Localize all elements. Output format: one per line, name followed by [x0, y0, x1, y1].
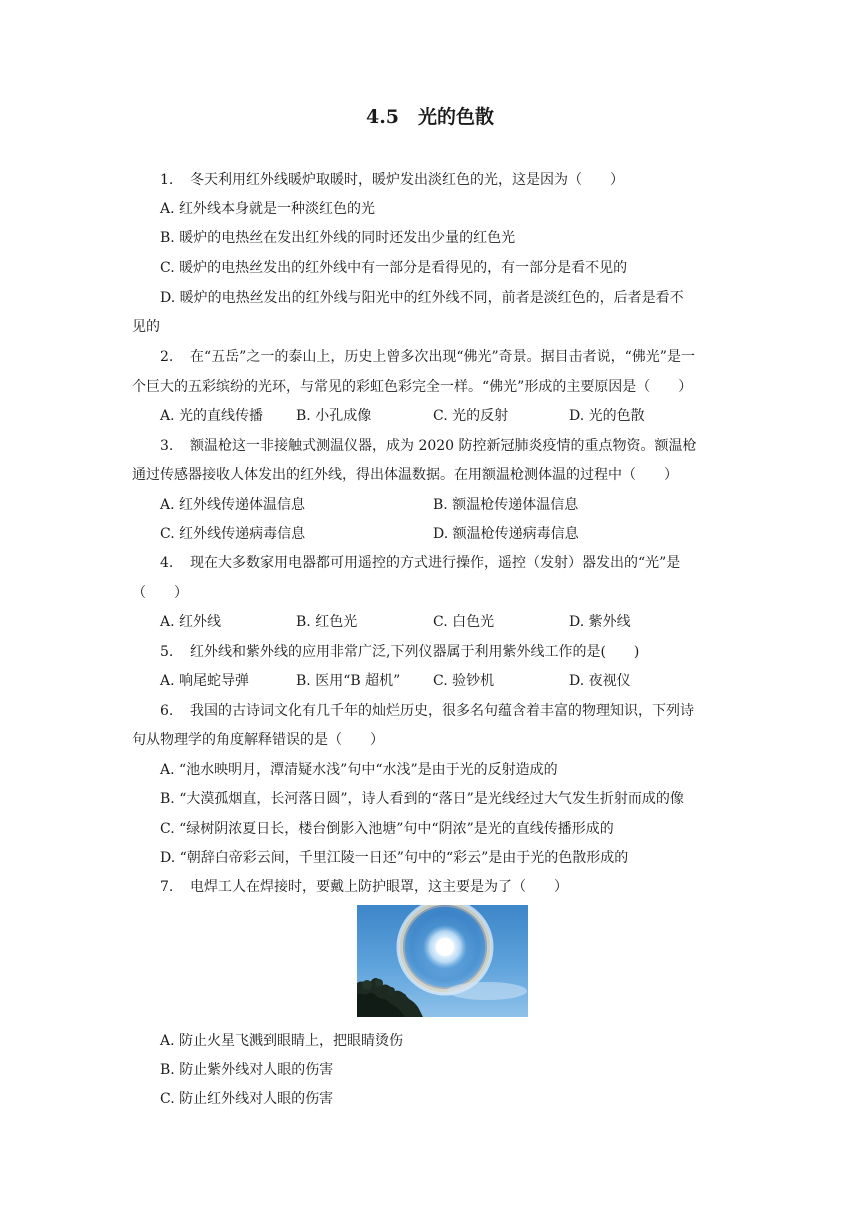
question-3-stem — [160, 436, 760, 456]
question-text: 冬天利用红外线暖炉取暖时，暖炉发出淡红色的光，这是因为（ ） — [190, 172, 624, 188]
q4-option-d: D. 紫外线 — [569, 614, 631, 630]
question-number: 6. — [160, 703, 174, 719]
q1-option-c: C. 暖炉的电热丝发出的红外线中有一部分是看得见的，有一部分是看不见的 — [160, 260, 628, 276]
q6-option-d: D. “朝辞白帝彩云间，千里江陵一日还”句中的“彩云”是由于光的色散形成的 — [160, 850, 629, 866]
q4-option-c: C. 白色光 — [433, 614, 495, 630]
question-7-stem — [160, 877, 760, 897]
question-4-stem — [160, 553, 760, 573]
question-6-stem — [160, 701, 760, 721]
question-number: 4. — [160, 555, 174, 571]
question-3-stem-continuation: 通过传感器接收人体发出的红外线，得出体温数据。在用额温枪测体温的过程中（ ） — [132, 467, 678, 483]
q3-option-b: B. 额温枪传递体温信息 — [433, 497, 579, 513]
q5-option-b: B. 医用“B 超机” — [296, 673, 401, 689]
question-text: 我国的古诗词文化有几千年的灿烂历史，很多名句蕴含着丰富的物理知识，下列诗 — [190, 703, 694, 719]
q3-option-c: C. 红外线传递病毒信息 — [160, 526, 306, 542]
question-2-stem — [160, 347, 760, 367]
question-number: 5. — [160, 644, 174, 660]
q5-option-a: A. 响尾蛇导弹 — [160, 673, 250, 689]
q3-option-d: D. 额温枪传递病毒信息 — [433, 526, 579, 542]
q5-option-c: C. 验钞机 — [433, 673, 495, 689]
question-number: 3. — [160, 438, 174, 454]
question-text: 在“五岳”之一的泰山上，历史上曾多次出现“佛光”奇景。据目击者说，“佛光”是一 — [190, 349, 695, 365]
q6-option-a: A. “池水映明月，潭清疑水浅”句中“水浅”是由于光的反射造成的 — [160, 762, 558, 778]
q1-option-d-continuation: 见的 — [132, 319, 160, 335]
q2-option-b: B. 小孔成像 — [296, 408, 372, 424]
question-number: 2. — [160, 349, 174, 365]
question-text: 红外线和紫外线的应用非常广泛,下列仪器属于利用紫外线工作的是( ) — [190, 644, 640, 660]
question-text: 额温枪这一非接触式测温仪器，成为 2020 防控新冠肺炎疫情的重点物资。额温枪 — [190, 438, 697, 454]
q5-option-d: D. 夜视仪 — [569, 673, 631, 689]
question-number: 7. — [160, 879, 174, 895]
question-text: 现在大多数家用电器都可用遥控的方式进行操作，遥控（发射）器发出的“光”是 — [190, 555, 681, 571]
page-title: 4.5 光的色散 — [365, 106, 495, 128]
q6-option-c: C. “绿树阴浓夏日长，楼台倒影入池塘”句中“阴浓”是光的直线传播形成的 — [160, 821, 614, 837]
q2-option-d: D. 光的色散 — [569, 408, 645, 424]
question-1-stem — [160, 170, 760, 190]
question-5-stem — [160, 642, 760, 662]
question-text: 电焊工人在焊接时，要戴上防护眼罩，这主要是为了（ ） — [190, 879, 568, 895]
q7-option-b: B. 防止紫外线对人眼的伤害 — [160, 1062, 334, 1078]
q1-option-b: B. 暖炉的电热丝在发出红外线的同时还发出少量的红色光 — [160, 230, 516, 246]
question-number: 1. — [160, 172, 174, 188]
q1-option-d: D. 暖炉的电热丝发出的红外线与阳光中的红外线不同，前者是淡红色的，后者是看不 — [160, 290, 684, 306]
q7-option-c: C. 防止红外线对人眼的伤害 — [160, 1091, 334, 1107]
sun-halo-illustration — [357, 905, 528, 1017]
q2-option-c: C. 光的反射 — [433, 408, 509, 424]
q3-option-a: A. 红外线传递体温信息 — [160, 497, 306, 513]
question-4-answer-blank: （ ） — [132, 585, 188, 601]
q2-option-a: A. 光的直线传播 — [160, 408, 264, 424]
q6-option-b: B. “大漠孤烟直，长河落日圆”，诗人看到的“落日”是光线经过大气发生折射而成的像 — [160, 791, 684, 807]
question-2-stem-continuation: 个巨大的五彩缤纷的光环，与常见的彩虹色彩完全一样。“佛光”形成的主要原因是（ ） — [132, 379, 693, 395]
sun-halo-photo — [357, 905, 528, 1017]
q7-option-a: A. 防止火星飞溅到眼睛上，把眼睛烫伤 — [160, 1033, 404, 1049]
q4-option-a: A. 红外线 — [160, 614, 222, 630]
question-6-stem-continuation: 句从物理学的角度解释错误的是（ ） — [132, 732, 384, 748]
q1-option-a: A. 红外线本身就是一种淡红色的光 — [160, 201, 376, 217]
q4-option-b: B. 红色光 — [296, 614, 358, 630]
